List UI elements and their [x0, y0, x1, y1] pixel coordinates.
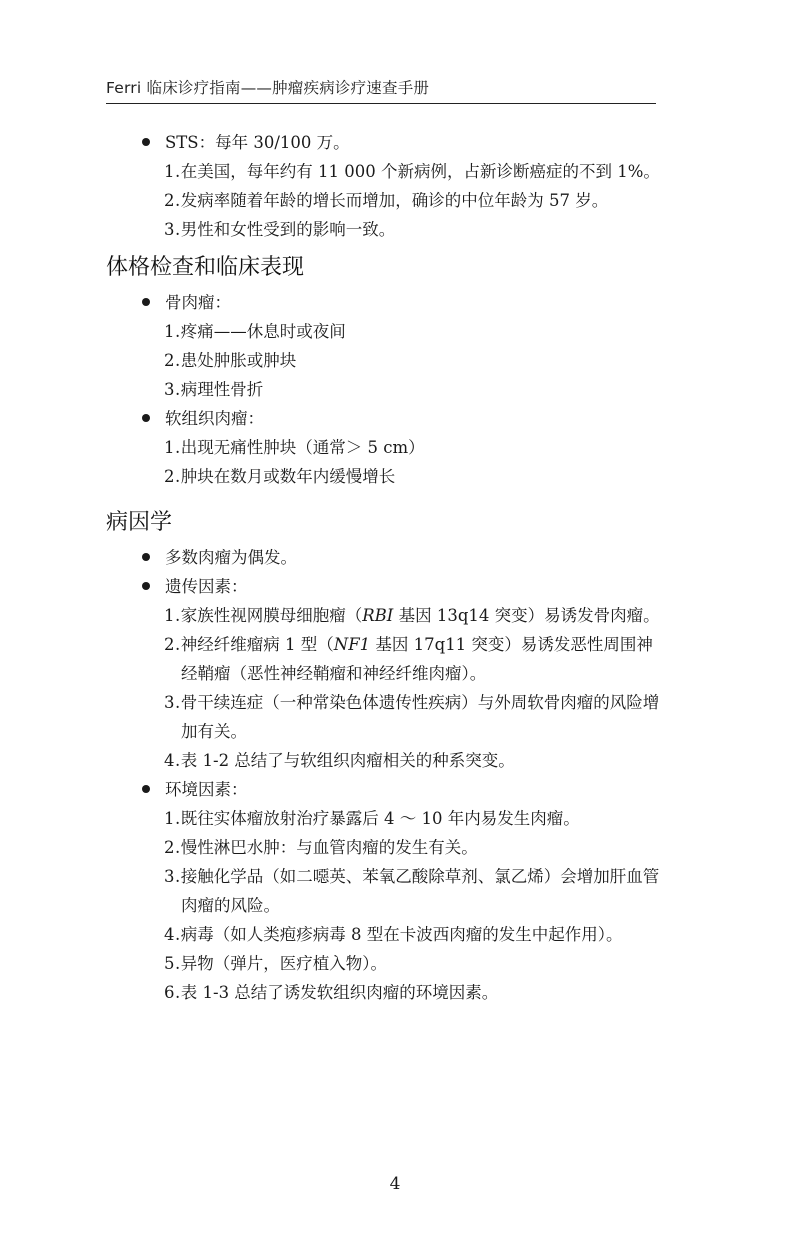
- item-text-pre: 家族性视网膜母细胞瘤（: [180, 606, 363, 625]
- bullet-text: 遗传因素：: [165, 577, 248, 596]
- bullet-text: 多数肉瘤为偶发。: [165, 548, 297, 567]
- item-text: 患处肿胀或肿块: [180, 351, 297, 370]
- item-number: 1.: [164, 438, 181, 457]
- list-item: [106, 920, 665, 949]
- list-item: [106, 688, 665, 746]
- bullet-sts: [106, 128, 666, 157]
- item-text: 疼痛——休息时或夜间: [180, 322, 346, 341]
- item-text: 表 1-3 总结了诱发软组织肉瘤的环境因素。: [180, 983, 499, 1002]
- item-text: 在美国，每年约有 11 000 个新病例，占新诊断癌症的不到 1%。: [180, 162, 660, 181]
- bullet-dot: [142, 414, 150, 422]
- list-item: [106, 862, 665, 920]
- list-item: [106, 317, 665, 346]
- bullet-sporadic: [106, 543, 666, 572]
- list-item: [106, 949, 665, 978]
- gene-name: RBI: [362, 606, 394, 625]
- item-number: 2.: [164, 191, 181, 210]
- item-number: 3.: [164, 220, 181, 239]
- list-item: [106, 157, 665, 186]
- item-text: 病毒（如人类疱疹病毒 8 型在卡波西肉瘤的发生中起作用）。: [180, 925, 623, 944]
- section-heading-physical-exam: 体格检查和临床表现: [106, 255, 305, 280]
- item-text: 接触化学品（如二噁英、苯氧乙酸除草剂、氯乙烯）会增加肝血管肉瘤的风险。: [180, 867, 660, 915]
- bullet-dot: [142, 785, 150, 793]
- item-text-post: 基因 17q11 突变）易诱发恶性周围神经鞘瘤（恶性神经鞘瘤和神经纤维肉瘤）。: [181, 635, 653, 683]
- item-number: 6.: [164, 983, 181, 1002]
- item-number: 4.: [164, 751, 181, 770]
- item-number: 4.: [164, 925, 181, 944]
- list-item: [106, 804, 665, 833]
- item-text: 出现无痛性肿块（通常＞ 5 cm）: [180, 438, 425, 457]
- item-text: 病理性骨折: [180, 380, 264, 399]
- item-number: 3.: [164, 867, 181, 886]
- item-number: 2.: [164, 467, 181, 486]
- item-text: 骨干续连症（一种常染色体遗传性疾病）与外周软骨肉瘤的风险增加有关。: [180, 693, 660, 741]
- item-number: 1.: [164, 606, 181, 625]
- bullet-dot: [142, 138, 150, 146]
- running-header: Ferri 临床诊疗指南——肿瘤疾病诊疗速查手册: [106, 79, 430, 97]
- list-item: [106, 746, 665, 775]
- bullet-text: 环境因素：: [165, 780, 248, 799]
- page-number: 4: [389, 1174, 401, 1194]
- item-number: 1.: [164, 809, 181, 828]
- item-text: 既往实体瘤放射治疗暴露后 4 ～ 10 年内易发生肉瘤。: [180, 809, 580, 828]
- item-number: 1.: [164, 162, 181, 181]
- bullet-environmental-factors: [106, 775, 666, 804]
- list-item: [106, 601, 665, 630]
- gene-name: NF1: [333, 635, 371, 654]
- item-text: 男性和女性受到的影响一致。: [180, 220, 396, 239]
- item-text: 发病率随着年龄的增长而增加，确诊的中位年龄为 57 岁。: [180, 191, 609, 210]
- bullet-dot: [142, 582, 150, 590]
- item-text-pre: 神经纤维瘤病 1 型（: [180, 635, 334, 654]
- bullet-dot: [142, 553, 150, 561]
- item-number: 5.: [164, 954, 181, 973]
- bullet-text: 软组织肉瘤：: [165, 409, 264, 428]
- bullet-osteosarcoma: [106, 288, 666, 317]
- list-item: [106, 978, 665, 1007]
- item-number: 1.: [164, 322, 181, 341]
- list-item: [106, 346, 665, 375]
- item-text: 表 1-2 总结了与软组织肉瘤相关的种系突变。: [180, 751, 515, 770]
- list-item: [106, 186, 665, 215]
- section-heading-etiology: 病因学: [106, 510, 173, 535]
- page-body: [106, 128, 666, 1007]
- bullet-soft-tissue-sarcoma: [106, 404, 666, 433]
- list-item: [106, 215, 665, 244]
- list-item: [106, 462, 665, 491]
- list-item: [106, 630, 665, 688]
- item-number: 2.: [164, 635, 181, 654]
- item-number: 2.: [164, 838, 181, 857]
- item-text: 肿块在数月或数年内缓慢增长: [180, 467, 396, 486]
- item-text: 慢性淋巴水肿：与血管肉瘤的发生有关。: [180, 838, 478, 857]
- item-number: 2.: [164, 351, 181, 370]
- bullet-dot: [142, 298, 150, 306]
- item-text: 异物（弹片，医疗植入物）。: [180, 954, 387, 973]
- list-item: [106, 433, 665, 462]
- bullet-text: STS：每年 30/100 万。: [165, 133, 350, 152]
- item-number: 3.: [164, 380, 181, 399]
- item-text-post: 基因 13q14 突变）易诱发骨肉瘤。: [393, 606, 660, 625]
- header-rule: [106, 103, 656, 104]
- list-item: [106, 375, 665, 404]
- bullet-genetic-factors: [106, 572, 666, 601]
- item-number: 3.: [164, 693, 181, 712]
- list-item: [106, 833, 665, 862]
- bullet-text: 骨肉瘤：: [165, 293, 231, 312]
